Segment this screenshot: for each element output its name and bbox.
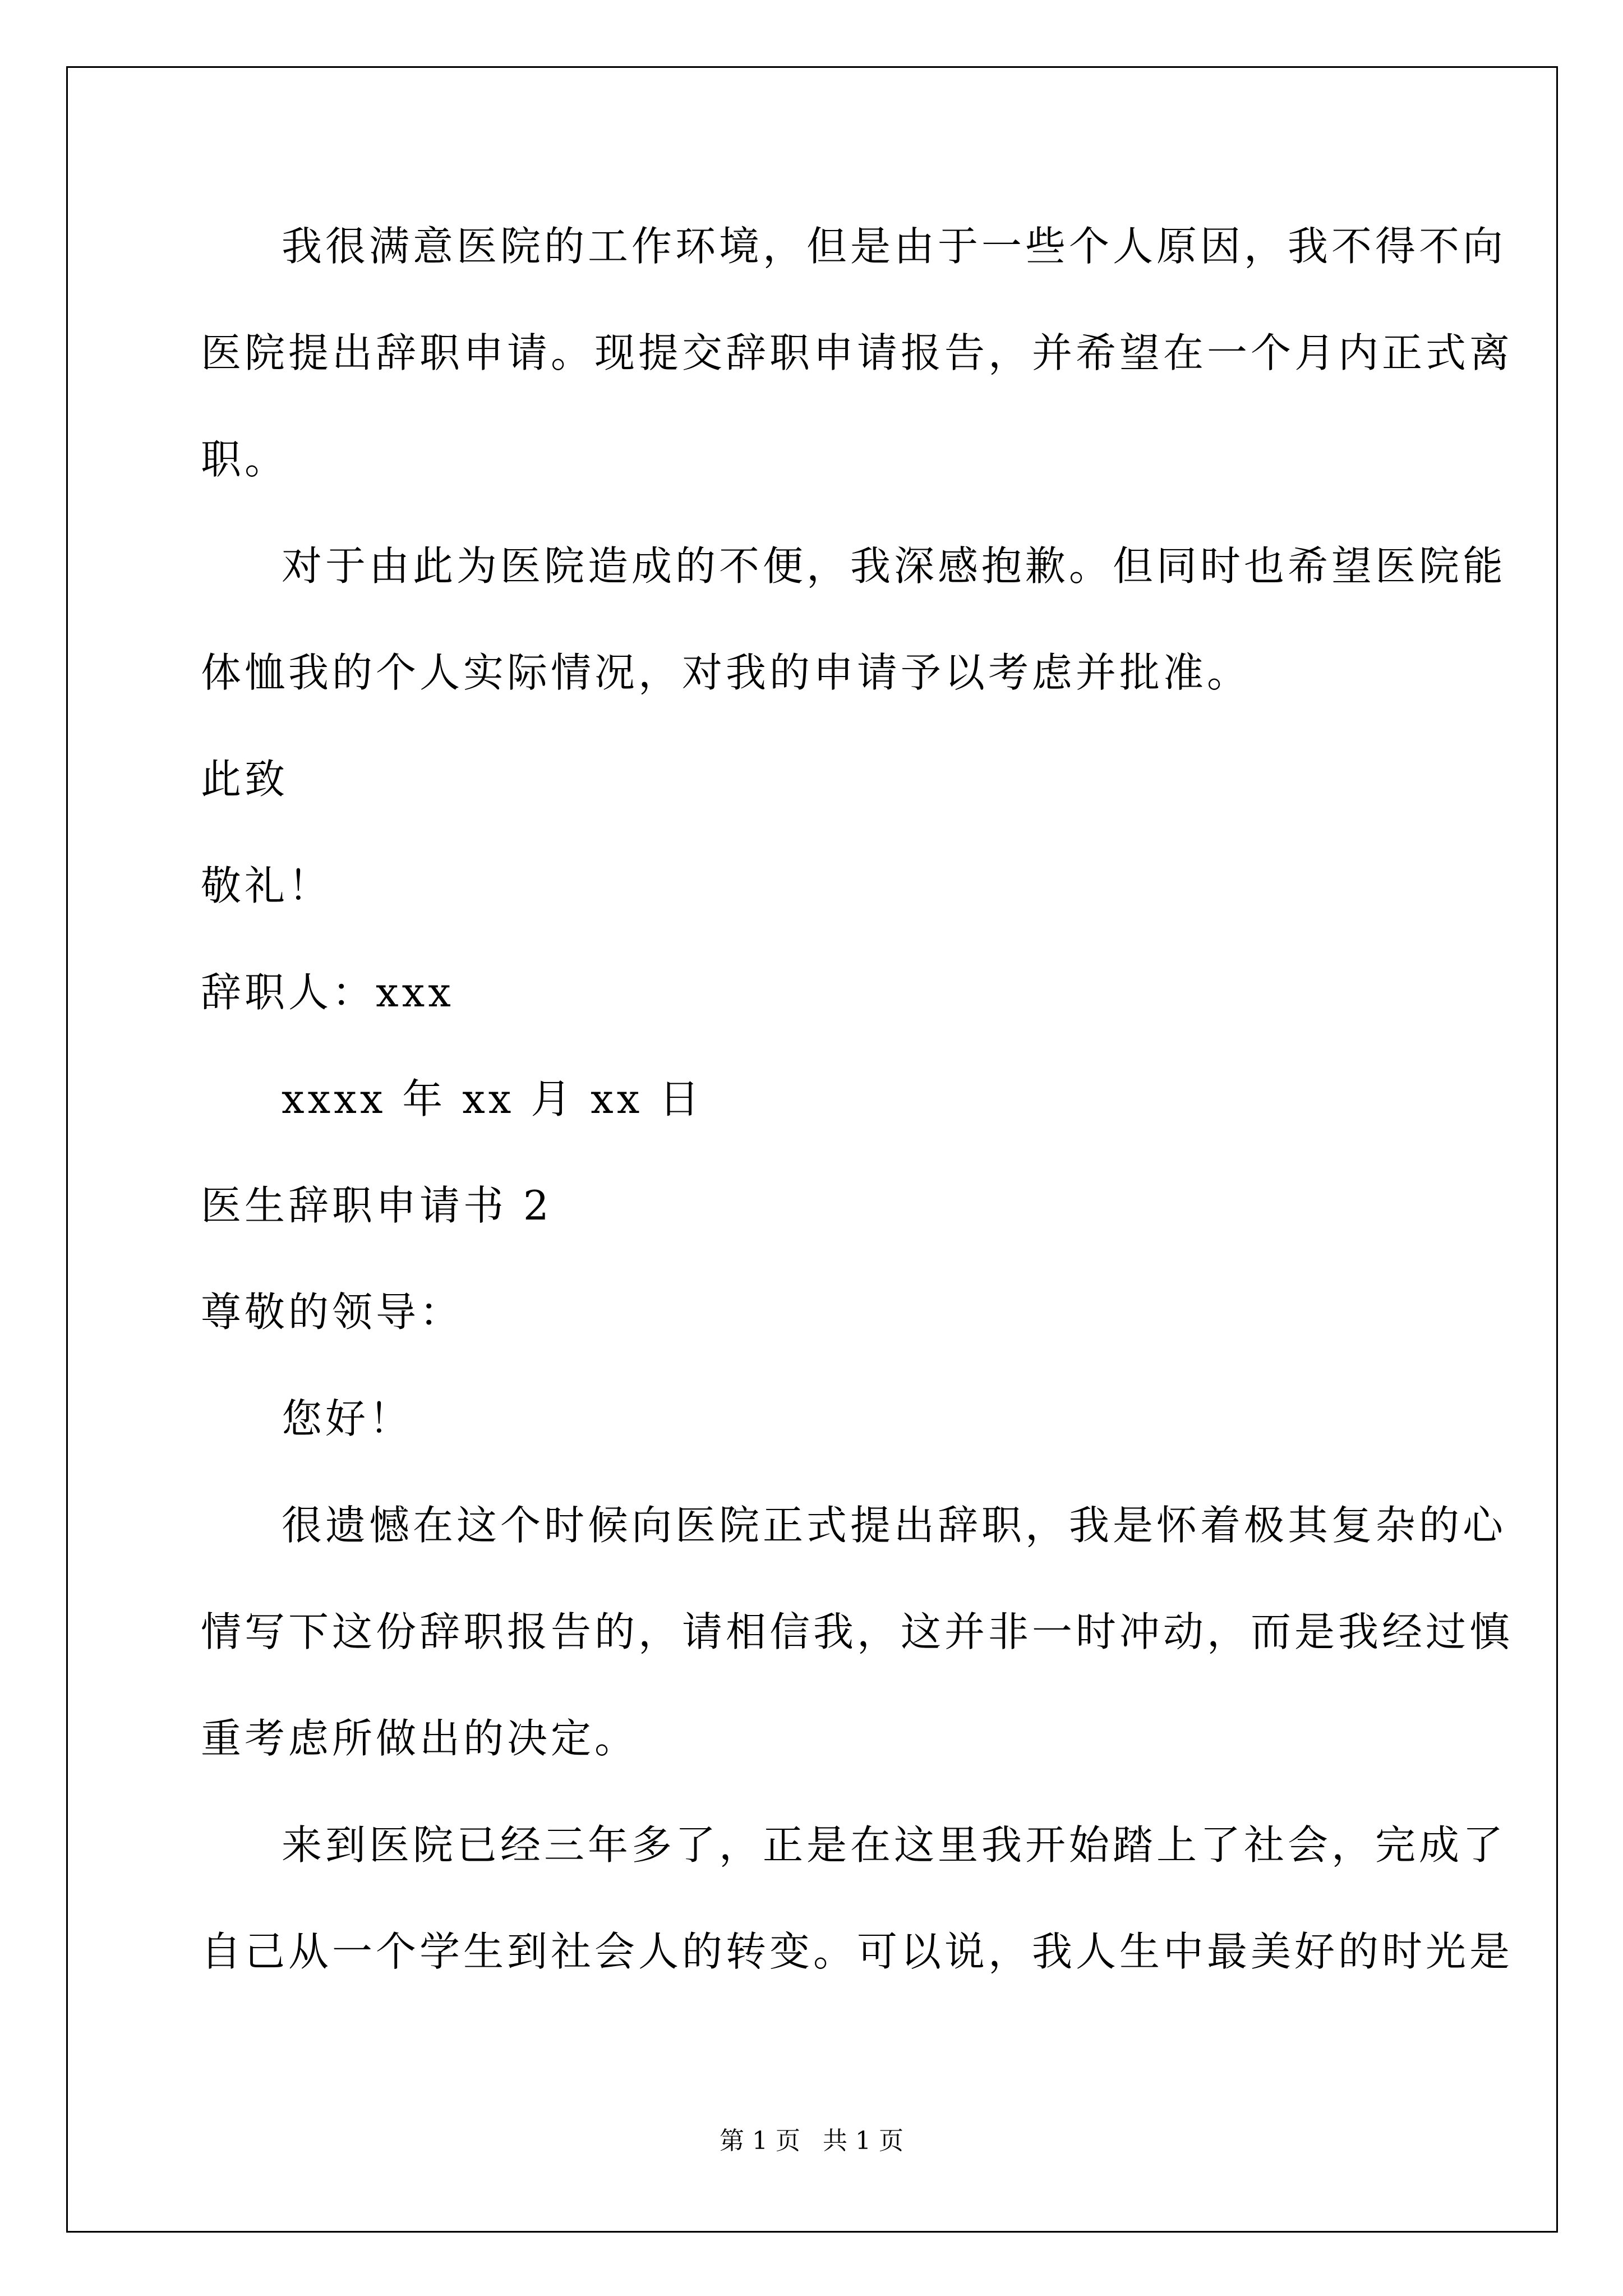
paragraph-line: 情写下这份辞职报告的，请相信我，这并非一时冲动，而是我经过慎 [201,1608,1514,1655]
paragraph-line: 体恤我的个人实际情况，对我的申请予以考虑并批准。 [201,649,1251,696]
paragraph-line: 医院提出辞职申请。现提交辞职申请报告，并希望在一个月内正式离 [201,329,1514,376]
signature-line: 辞职人：xxx [201,969,454,1016]
page-total: 共 1 页 [823,2127,903,2155]
page-border [66,66,1558,2233]
paragraph-line: 职。 [201,436,289,483]
closing-line: 此致 [201,756,289,803]
paragraph-line: 重考虑所做出的决定。 [201,1715,639,1762]
salutation-line: 敬礼！ [201,862,333,909]
greeting-line: 您好！ [282,1395,413,1442]
paragraph-line: 很遗憾在这个时候向医院正式提出辞职，我是怀着极其复杂的心 [282,1502,1507,1549]
section-title: 医生辞职申请书 2 [201,1182,552,1229]
greeting-line: 尊敬的领导： [201,1289,464,1336]
date-line: xxxx 年 xx 月 xx 日 [282,1075,703,1122]
page-footer [0,2129,1623,2154]
page-number: 第 1 页 [720,2127,800,2155]
paragraph-line: 来到医院已经三年多了，正是在这里我开始踏上了社会，完成了 [282,1821,1507,1869]
paragraph-line: 对于由此为医院造成的不便，我深感抱歉。但同时也希望医院能 [282,542,1507,590]
paragraph-line: 我很满意医院的工作环境，但是由于一些个人原因，我不得不向 [282,223,1507,270]
paragraph-line: 自己从一个学生到社会人的转变。可以说，我人生中最美好的时光是 [201,1928,1514,1975]
